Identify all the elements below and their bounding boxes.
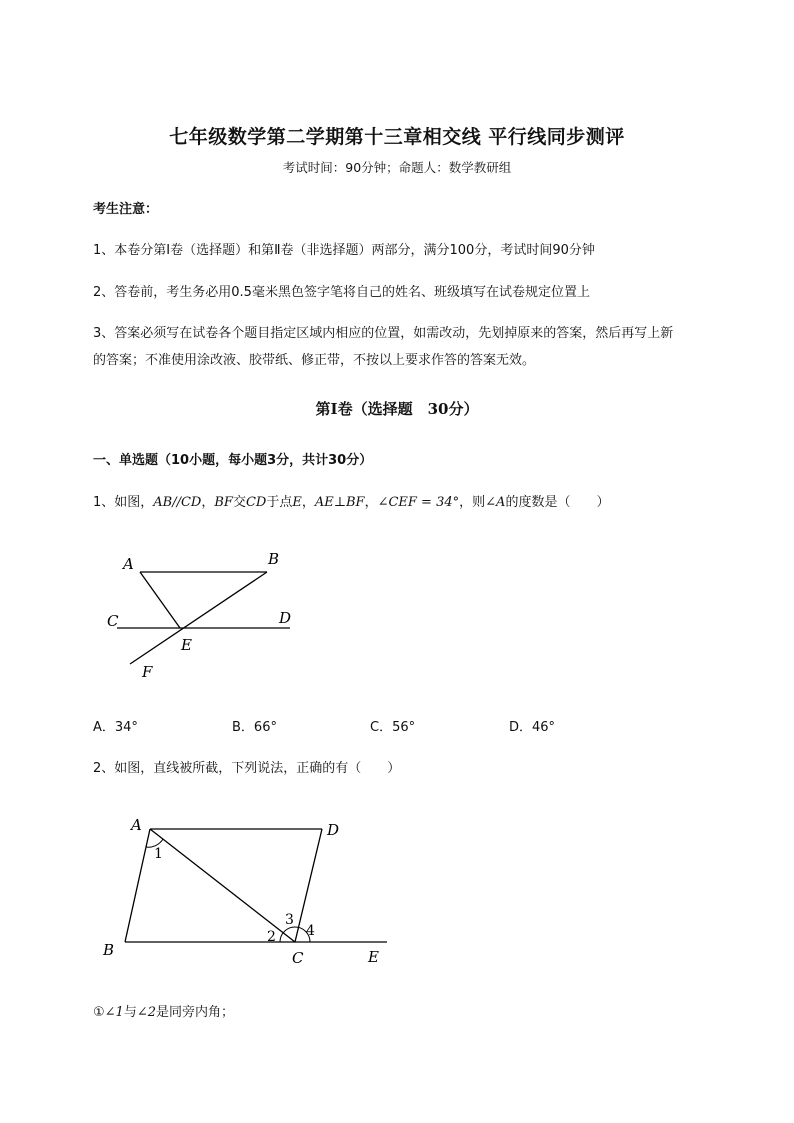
option-a[interactable]: A．34°	[93, 720, 138, 735]
question-2-stem: 2、如图，直线被所截，下列说法，正确的有（ ）	[93, 761, 401, 776]
label-b: B	[268, 550, 280, 568]
q1-math-angle-cef: ∠CEF = 34°	[377, 495, 460, 510]
label-a: A	[131, 816, 142, 834]
s1-text: 与	[123, 1005, 137, 1020]
q1-prefix: 1、如图，	[93, 495, 154, 510]
q1-text: ，	[364, 495, 378, 510]
part-heading: 一、单选题（10小题，每小题3分，共计30分）	[93, 453, 373, 468]
label-f: F	[142, 663, 153, 681]
q1-text: 交	[232, 495, 246, 510]
q1-math-bf: BF	[214, 495, 233, 510]
q1-text: ，则	[459, 495, 486, 510]
q1-math-parallel: AB//CD	[153, 495, 202, 510]
label-c: C	[292, 949, 304, 967]
notice-item-1: 1、本卷分第Ⅰ卷（选择题）和第Ⅱ卷（非选择题）两部分，满分100分，考试时间90分钟	[93, 243, 595, 258]
question-2-statement-1	[93, 999, 234, 1026]
label-e: E	[368, 948, 379, 966]
notice-item-2: 2、答卷前，考生务必用0.5毫米黑色签字笔将自己的姓名、班级填写在试卷规定位置上	[93, 285, 590, 300]
question-1-stem	[93, 489, 609, 516]
label-d: D	[327, 821, 340, 839]
section-title: 第Ⅰ卷（选择题 30分）	[315, 400, 479, 418]
question-1-figure	[95, 540, 315, 690]
notice-heading: 考生注意：	[93, 202, 159, 217]
label-e: E	[181, 636, 192, 654]
q1-text: 的度数是（ ）	[505, 495, 610, 510]
angle-label-1: 1	[154, 846, 163, 862]
exam-title: 七年级数学第二学期第十三章相交线 平行线同步测评	[169, 126, 625, 148]
q1-text: ，	[301, 495, 315, 510]
option-c[interactable]: C．56°	[370, 720, 416, 735]
label-d: D	[279, 609, 292, 627]
notice-item-3-continued: 的答案；不准使用涂改液、胶带纸、修正带，不按以上要求作答的答案无效。	[93, 353, 536, 368]
s1-prefix: ①	[93, 1005, 105, 1020]
q1-text: ，	[201, 495, 215, 510]
q1-math-angle-a: ∠A	[485, 495, 506, 510]
exam-subtitle: 考试时间：90分钟；命题人：数学教研组	[282, 160, 512, 175]
label-c: C	[107, 612, 119, 630]
label-a: A	[123, 555, 134, 573]
question-1-options	[93, 716, 693, 740]
q1-text: 于点	[266, 495, 293, 510]
s1-angle-1: ∠1	[104, 1005, 124, 1020]
question-2-figure	[95, 812, 405, 977]
angle-label-3: 3	[285, 912, 294, 928]
q1-math-perpendicular: AE⊥BF	[314, 495, 365, 510]
segment-ae	[140, 572, 180, 628]
angle-label-2: 2	[267, 929, 276, 945]
s1-angle-2: ∠2	[136, 1005, 157, 1020]
q1-math-e: E	[292, 495, 302, 510]
angle-label-4: 4	[306, 923, 315, 939]
label-b: B	[103, 941, 115, 959]
option-b[interactable]: B．66°	[232, 720, 277, 735]
notice-item-3: 3、答案必须写在试卷各个题目指定区域内相应的位置，如需改动，先划掉原来的答案，然后再写上新	[93, 326, 674, 341]
option-d[interactable]: D．46°	[509, 720, 556, 735]
segment-ac	[150, 829, 295, 942]
segment-ab	[125, 829, 150, 942]
q1-math-cd: CD	[245, 495, 267, 510]
s1-text: 是同旁内角；	[156, 1005, 235, 1020]
